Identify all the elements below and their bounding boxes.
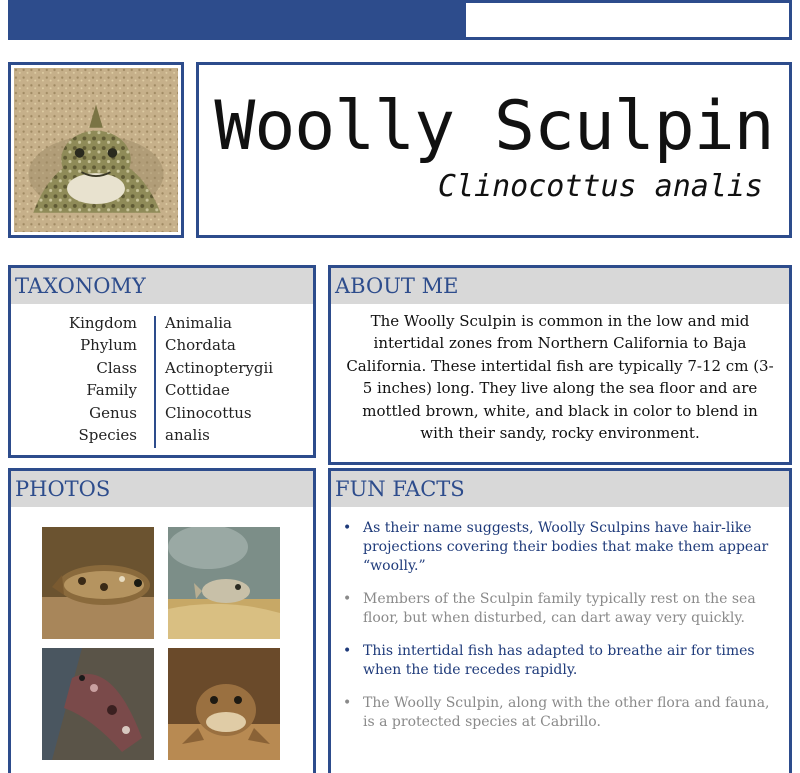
fish-photo-4 [168, 648, 280, 760]
fun-fact-item: • The Woolly Sculpin, along with the other flora and fauna, is a protected species at Cabrillo. [331, 694, 789, 732]
title-box [196, 62, 792, 238]
taxonomy-rank: Species [78, 425, 137, 444]
hero-photo-frame [8, 62, 184, 238]
fun-fact-item: • Members of the Sculpin family typically rest on the sea floor, but when disturbed, can dart away very quickly. [331, 590, 789, 628]
fun-facts-section [328, 468, 792, 773]
taxonomy-rank: Family [86, 381, 137, 400]
taxonomy-row [11, 314, 313, 336]
taxonomy-value: Cottidae [165, 381, 230, 400]
hero-fish-photo [14, 68, 178, 232]
taxonomy-rank: Class [96, 358, 137, 377]
taxonomy-value: Animalia [165, 314, 232, 332]
fish-photo-image [42, 648, 154, 760]
fish-photo-image [168, 648, 280, 760]
fun-fact-item: • This intertidal fish has adapted to breathe air for times when the tide recedes rapidly. [331, 642, 789, 680]
taxonomy-value: Actinopterygii [165, 358, 274, 377]
taxonomy-rank: Genus [89, 403, 137, 422]
fish-photo-3 [42, 648, 154, 760]
taxonomy-rank: Phylum [80, 336, 137, 355]
fish-photo-image [168, 527, 280, 639]
about-heading: ABOUT ME [331, 268, 789, 304]
fun-fact-item: • As their name suggests, Woolly Sculpins have hair-like projections covering their bodies that make them appear “woolly.” [331, 519, 789, 576]
fish-photo-2 [168, 527, 280, 639]
taxonomy-row [11, 359, 313, 381]
taxonomy-value: analis [165, 425, 210, 444]
taxonomy-row [11, 381, 313, 403]
top-bar [8, 0, 466, 40]
taxonomy-value: Chordata [165, 336, 236, 355]
taxonomy-value: Clinocottus [165, 403, 252, 422]
top-bar-outline [466, 0, 792, 40]
fish-photo-image [42, 527, 154, 639]
taxonomy-rank: Kingdom [68, 314, 137, 332]
scientific-name: Clinocottus analis [437, 169, 763, 204]
common-name-title: Woolly Sculpin [214, 87, 774, 166]
photos-heading: PHOTOS [11, 471, 313, 507]
fun-facts-list [331, 519, 789, 746]
photos-section [8, 468, 316, 773]
taxonomy-row [11, 426, 313, 448]
taxonomy-table [11, 314, 313, 448]
about-section [328, 265, 792, 465]
taxonomy-row [11, 404, 313, 426]
about-text: The Woolly Sculpin is common in the low and mid intertidal zones from Northern California to Baja California. These intertidal fish are typically 7-12 cm (3-5 inches) long. They live along the sea floor and are mottled brown, white, and black in color to blend in with their sandy, rocky environment. [346, 312, 774, 443]
taxonomy-row [11, 336, 313, 358]
taxonomy-heading: TAXONOMY [11, 268, 313, 304]
fun-facts-heading: FUN FACTS [331, 471, 789, 507]
taxonomy-section [8, 265, 316, 458]
fish-photo-1 [42, 527, 154, 639]
